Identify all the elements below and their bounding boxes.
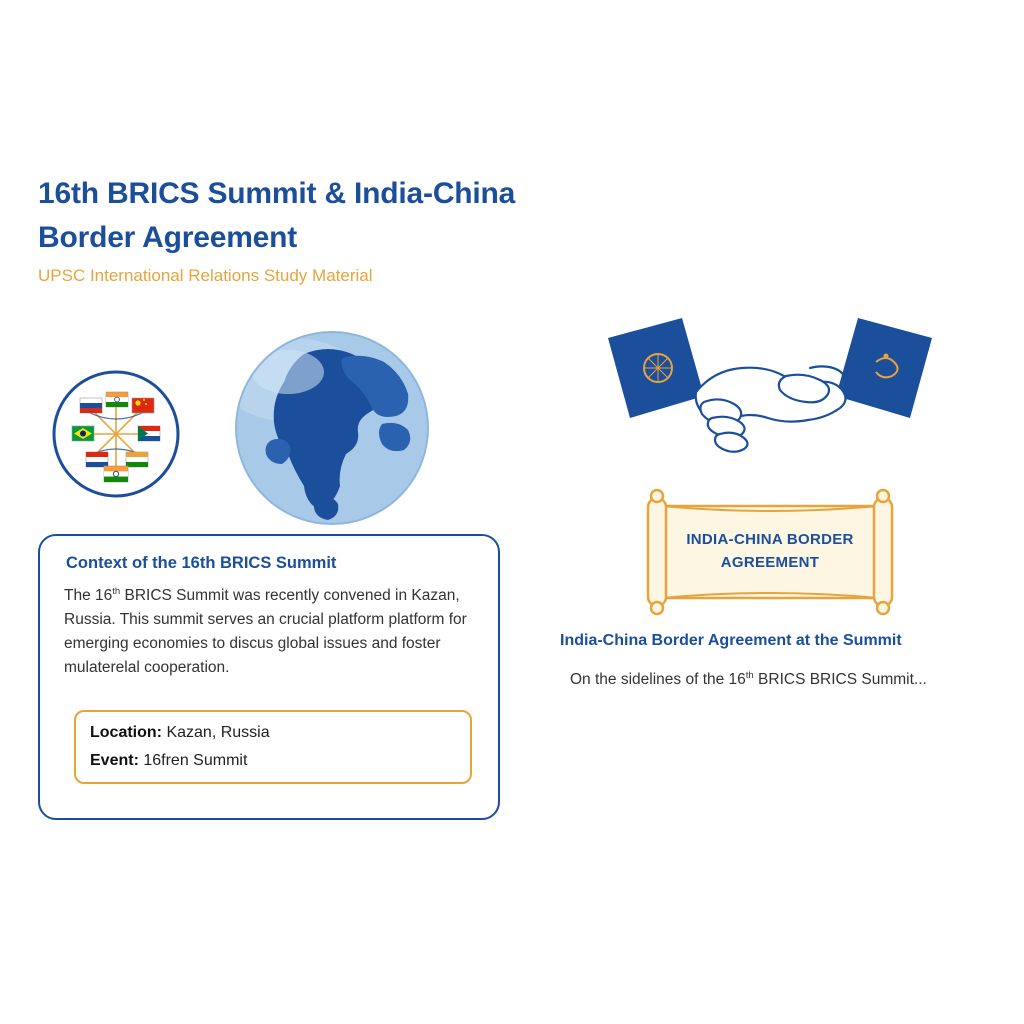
right-body-sup: th — [745, 670, 754, 681]
scroll-text-line2: AGREEMENT — [720, 554, 820, 572]
right-section-body — [570, 668, 930, 693]
page-title — [38, 172, 658, 259]
right-body-post: BRICS BRICS Summit... — [753, 671, 927, 689]
context-body-sup: th — [112, 585, 121, 597]
highlight-location-label: Location: — [90, 724, 162, 741]
page-subtitle: UPSC International Relations Study Material — [38, 266, 373, 285]
scroll-text-line1: INDIA-CHINA BORDER — [686, 531, 854, 548]
right-body-pre: On the sidelines of the 16 — [570, 671, 746, 689]
highlight-event — [90, 752, 247, 770]
highlight-location — [90, 724, 270, 742]
page-title-line1: 16th BRICS Summit & India-China — [38, 177, 516, 210]
context-card — [38, 534, 500, 820]
scroll-banner-icon — [634, 486, 906, 616]
right-section-caption: India-China Border Agreement at the Summit — [560, 632, 902, 649]
handshake-flags-icon — [600, 310, 940, 500]
highlight-location-value: Kazan, Russia — [166, 724, 270, 741]
highlight-box — [74, 710, 472, 784]
context-card-heading: Context of the 16th BRICS Summit — [66, 554, 337, 572]
page-title-line2: Border Agreement — [38, 220, 298, 254]
context-card-body — [64, 584, 482, 680]
context-body-post: BRICS Summit was recently convened in Kazan, Russia. This summit serves an crucial platform platform for emerging economies to discus global issues and foster mulaterelal cooperation. — [64, 587, 467, 677]
highlight-event-label: Event: — [90, 752, 139, 769]
highlight-event-value: 16fren Summit — [143, 752, 248, 769]
globe-icon — [232, 328, 432, 528]
context-body-pre: The 16 — [64, 587, 113, 604]
brics-flags-circle-icon — [50, 368, 182, 500]
